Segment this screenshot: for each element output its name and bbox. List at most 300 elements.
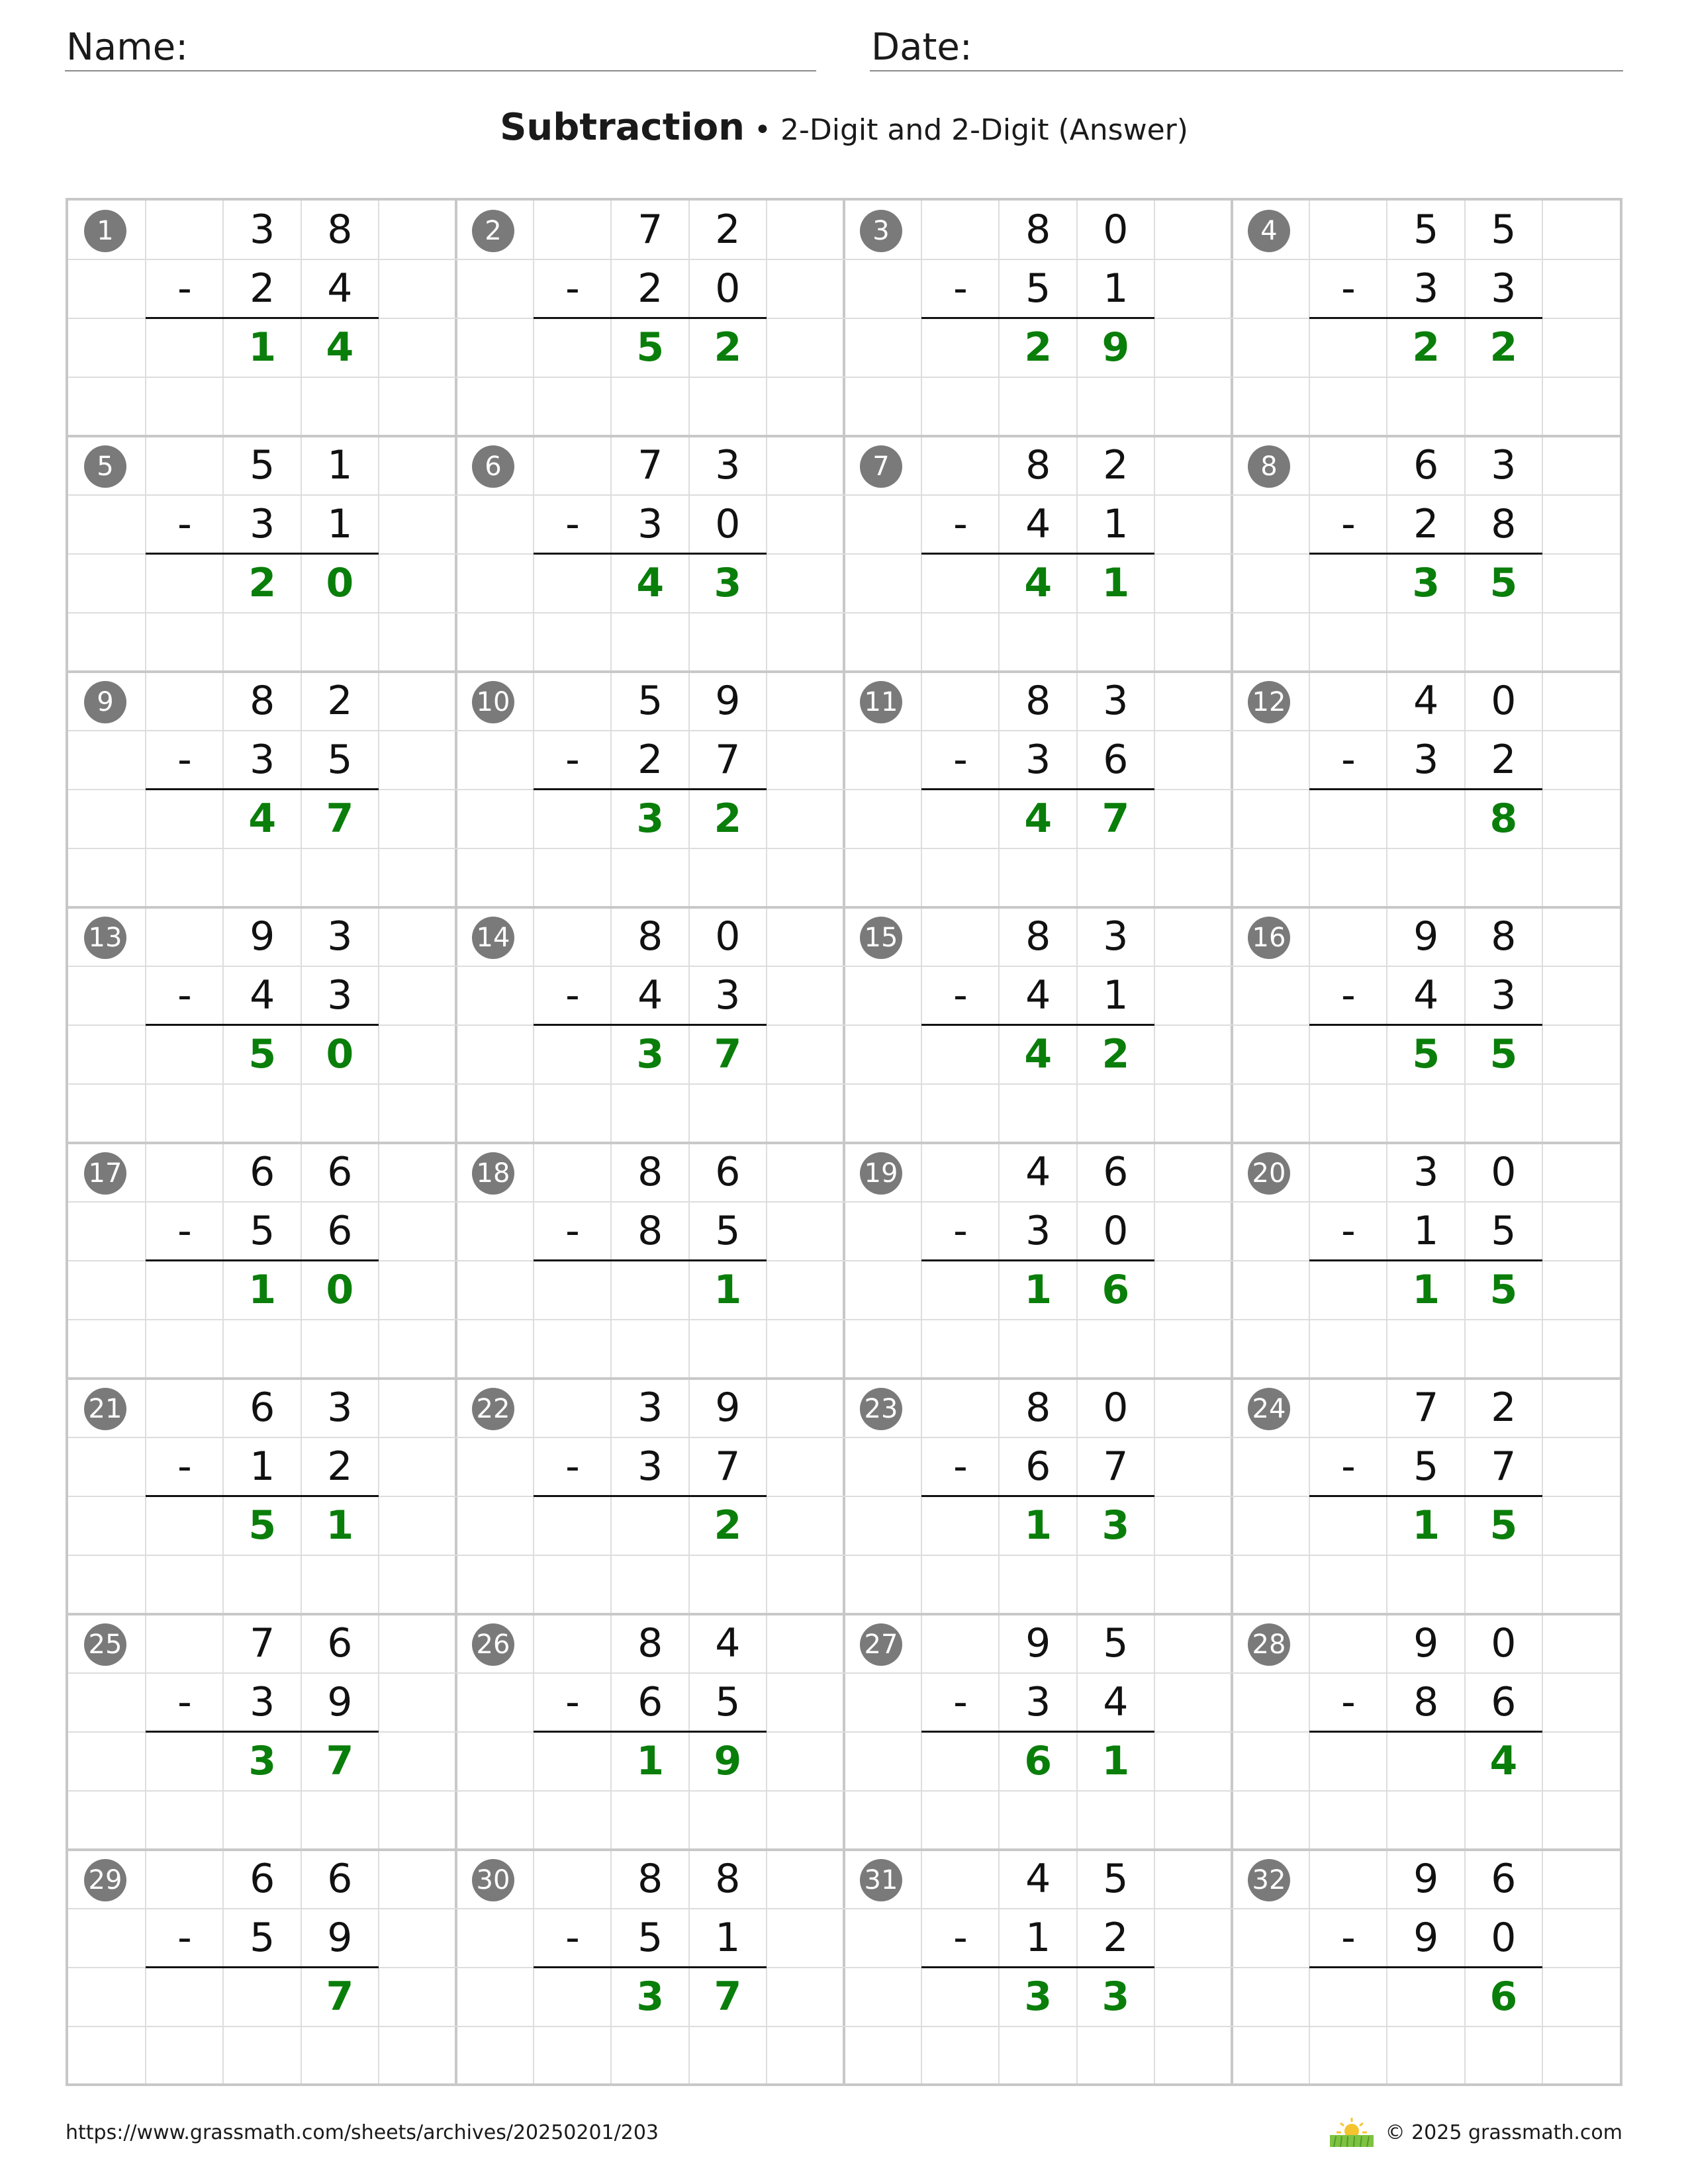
minus-sign: - bbox=[177, 972, 192, 1019]
subtrahend-tens-digit: 5 bbox=[637, 1915, 663, 1961]
minuend-tens-digit: 8 bbox=[1025, 206, 1051, 253]
minuend-tens-digit: 9 bbox=[1413, 913, 1439, 960]
answer-line bbox=[534, 1024, 767, 1026]
minuend-ones-digit: 4 bbox=[715, 1620, 741, 1666]
subtrahend-ones-digit: 8 bbox=[1491, 501, 1517, 547]
minuend-ones-digit: 6 bbox=[715, 1149, 741, 1195]
answer-line bbox=[1309, 1259, 1542, 1261]
problem-number-badge: 4 bbox=[1248, 210, 1290, 252]
problem-25 bbox=[68, 1614, 456, 1850]
title-main: Subtraction bbox=[500, 106, 745, 149]
answer-tens-digit: 3 bbox=[636, 1031, 665, 1077]
subtrahend-tens-digit: 1 bbox=[250, 1443, 275, 1490]
answer-line bbox=[146, 317, 379, 319]
subtrahend-ones-digit: 6 bbox=[327, 1208, 353, 1254]
problem-27 bbox=[844, 1614, 1232, 1850]
minuend-ones-digit: 8 bbox=[1491, 913, 1517, 960]
answer-ones-digit: 2 bbox=[714, 1502, 742, 1549]
answer-tens-digit: 3 bbox=[1412, 560, 1440, 606]
problem-number-badge: 16 bbox=[1248, 917, 1290, 959]
minus-sign: - bbox=[177, 1915, 192, 1961]
answer-line bbox=[921, 317, 1154, 319]
problem-2 bbox=[456, 201, 844, 436]
subtrahend-ones-digit: 7 bbox=[715, 737, 741, 783]
subtrahend-ones-digit: 0 bbox=[715, 265, 741, 312]
problem-5 bbox=[68, 436, 456, 672]
subtrahend-tens-digit: 3 bbox=[1025, 1679, 1051, 1725]
subtrahend-tens-digit: 4 bbox=[637, 972, 663, 1019]
answer-line bbox=[1309, 1966, 1542, 1968]
date-label: Date: bbox=[871, 26, 972, 69]
minuend-ones-digit: 0 bbox=[715, 913, 741, 960]
minuend-ones-digit: 2 bbox=[1103, 442, 1129, 488]
problem-number-badge: 17 bbox=[84, 1152, 126, 1195]
problem-number-badge: 30 bbox=[472, 1859, 514, 1901]
subtrahend-ones-digit: 1 bbox=[715, 1915, 741, 1961]
minuend-ones-digit: 2 bbox=[715, 206, 741, 253]
minuend-ones-digit: 3 bbox=[327, 1385, 353, 1431]
subtrahend-tens-digit: 3 bbox=[637, 1443, 663, 1490]
answer-line bbox=[1309, 1495, 1542, 1497]
answer-line bbox=[1309, 1731, 1542, 1733]
minuend-tens-digit: 4 bbox=[1413, 678, 1439, 724]
minuend-ones-digit: 6 bbox=[1103, 1149, 1129, 1195]
problem-31 bbox=[844, 1850, 1232, 2085]
answer-tens-digit: 3 bbox=[248, 1738, 277, 1784]
problem-number-badge: 20 bbox=[1248, 1152, 1290, 1195]
worksheet-title bbox=[0, 106, 1688, 149]
problem-number-badge: 8 bbox=[1248, 445, 1290, 488]
minus-sign: - bbox=[1341, 1208, 1356, 1254]
minuend-ones-digit: 1 bbox=[327, 442, 353, 488]
problem-3 bbox=[844, 201, 1232, 436]
answer-tens-digit bbox=[223, 1968, 301, 2026]
answer-line bbox=[1309, 1024, 1542, 1026]
minus-sign: - bbox=[565, 1443, 580, 1490]
answer-ones-digit: 2 bbox=[1102, 1031, 1130, 1077]
answer-line bbox=[921, 1024, 1154, 1026]
problem-29 bbox=[68, 1850, 456, 2085]
minuend-ones-digit: 5 bbox=[1491, 206, 1517, 253]
answer-line bbox=[1309, 553, 1542, 555]
minuend-ones-digit: 9 bbox=[715, 678, 741, 724]
minuend-tens-digit: 9 bbox=[250, 913, 275, 960]
answer-ones-digit: 5 bbox=[1489, 560, 1518, 606]
minus-sign: - bbox=[1341, 1915, 1356, 1961]
minuend-tens-digit: 8 bbox=[1025, 913, 1051, 960]
answer-ones-digit: 7 bbox=[1102, 796, 1130, 842]
minuend-tens-digit: 3 bbox=[1413, 1149, 1439, 1195]
subtrahend-ones-digit: 0 bbox=[1103, 1208, 1129, 1254]
subtrahend-tens-digit: 4 bbox=[1025, 501, 1051, 547]
answer-tens-digit: 3 bbox=[636, 1974, 665, 2020]
answer-line bbox=[534, 788, 767, 790]
subtrahend-ones-digit: 4 bbox=[327, 265, 353, 312]
answer-line bbox=[146, 788, 379, 790]
answer-tens-digit: 1 bbox=[1024, 1267, 1053, 1313]
subtrahend-ones-digit: 7 bbox=[1491, 1443, 1517, 1490]
answer-ones-digit: 3 bbox=[714, 560, 742, 606]
minus-sign: - bbox=[177, 1679, 192, 1725]
answer-tens-digit bbox=[611, 1261, 689, 1320]
minus-sign: - bbox=[953, 1443, 968, 1490]
answer-line bbox=[921, 1495, 1154, 1497]
subtrahend-ones-digit: 9 bbox=[327, 1915, 353, 1961]
minus-sign: - bbox=[177, 501, 192, 547]
subtrahend-tens-digit: 4 bbox=[250, 972, 275, 1019]
minuend-ones-digit: 0 bbox=[1491, 678, 1517, 724]
problem-4 bbox=[1232, 201, 1620, 436]
subtrahend-tens-digit: 3 bbox=[1413, 265, 1439, 312]
problem-18 bbox=[456, 1143, 844, 1379]
problem-number-badge: 7 bbox=[860, 445, 902, 488]
minus-sign: - bbox=[953, 972, 968, 1019]
problem-number-badge: 18 bbox=[472, 1152, 514, 1195]
problem-number-badge: 24 bbox=[1248, 1388, 1290, 1430]
problem-21 bbox=[68, 1379, 456, 1614]
subtrahend-ones-digit: 2 bbox=[1103, 1915, 1129, 1961]
problem-22 bbox=[456, 1379, 844, 1614]
minuend-ones-digit: 0 bbox=[1103, 206, 1129, 253]
minuend-tens-digit: 8 bbox=[1025, 442, 1051, 488]
subtrahend-tens-digit: 2 bbox=[637, 737, 663, 783]
problem-number-badge: 13 bbox=[84, 917, 126, 959]
answer-line bbox=[534, 1966, 767, 1968]
subtrahend-ones-digit: 6 bbox=[1103, 737, 1129, 783]
subtrahend-ones-digit: 0 bbox=[1491, 1915, 1517, 1961]
answer-line bbox=[534, 1495, 767, 1497]
answer-ones-digit: 4 bbox=[326, 324, 354, 371]
footer-copyright: © 2025 grassmath.com bbox=[1385, 2121, 1622, 2144]
answer-line bbox=[921, 553, 1154, 555]
subtrahend-tens-digit: 3 bbox=[250, 501, 275, 547]
minuend-ones-digit: 6 bbox=[1491, 1856, 1517, 1902]
minuend-tens-digit: 8 bbox=[250, 678, 275, 724]
minuend-ones-digit: 0 bbox=[1103, 1385, 1129, 1431]
problem-number-badge: 9 bbox=[84, 681, 126, 723]
minus-sign: - bbox=[565, 1208, 580, 1254]
subtrahend-tens-digit: 8 bbox=[1413, 1679, 1439, 1725]
minuend-tens-digit: 3 bbox=[250, 206, 275, 253]
answer-ones-digit: 6 bbox=[1489, 1974, 1518, 2020]
minuend-tens-digit: 3 bbox=[637, 1385, 663, 1431]
problem-number-badge: 12 bbox=[1248, 681, 1290, 723]
minuend-tens-digit: 8 bbox=[637, 1620, 663, 1666]
answer-tens-digit: 5 bbox=[636, 324, 665, 371]
answer-tens-digit: 2 bbox=[248, 560, 277, 606]
answer-tens-digit: 2 bbox=[1412, 324, 1440, 371]
answer-ones-digit: 0 bbox=[326, 1267, 354, 1313]
minuend-tens-digit: 8 bbox=[637, 913, 663, 960]
answer-tens-digit: 3 bbox=[1024, 1974, 1053, 2020]
subtrahend-tens-digit: 2 bbox=[637, 265, 663, 312]
minus-sign: - bbox=[565, 972, 580, 1019]
subtrahend-ones-digit: 0 bbox=[715, 501, 741, 547]
problem-number-badge: 11 bbox=[860, 681, 902, 723]
answer-tens-digit: 5 bbox=[248, 1031, 277, 1077]
minuend-ones-digit: 0 bbox=[1491, 1620, 1517, 1666]
problem-23 bbox=[844, 1379, 1232, 1614]
name-field bbox=[65, 23, 816, 71]
problem-9 bbox=[68, 672, 456, 907]
answer-tens-digit: 1 bbox=[248, 1267, 277, 1313]
minuend-ones-digit: 8 bbox=[715, 1856, 741, 1902]
problem-number-badge: 10 bbox=[472, 681, 514, 723]
answer-line bbox=[534, 1259, 767, 1261]
subtrahend-tens-digit: 3 bbox=[637, 501, 663, 547]
problem-number-badge: 19 bbox=[860, 1152, 902, 1195]
answer-tens-digit: 2 bbox=[1024, 324, 1053, 371]
answer-tens-digit: 1 bbox=[1412, 1267, 1440, 1313]
answer-ones-digit: 9 bbox=[1102, 324, 1130, 371]
answer-line bbox=[146, 553, 379, 555]
subtrahend-tens-digit: 3 bbox=[1413, 737, 1439, 783]
problem-number-badge: 26 bbox=[472, 1623, 514, 1666]
minuend-tens-digit: 7 bbox=[637, 442, 663, 488]
minuend-tens-digit: 5 bbox=[1413, 206, 1439, 253]
subtrahend-ones-digit: 5 bbox=[327, 737, 353, 783]
subtrahend-ones-digit: 7 bbox=[715, 1443, 741, 1490]
subtrahend-ones-digit: 5 bbox=[715, 1208, 741, 1254]
answer-tens-digit bbox=[1387, 1732, 1465, 1791]
answer-tens-digit bbox=[1387, 790, 1465, 848]
subtrahend-tens-digit: 3 bbox=[250, 737, 275, 783]
problem-15 bbox=[844, 907, 1232, 1143]
minuend-tens-digit: 9 bbox=[1413, 1620, 1439, 1666]
answer-line bbox=[1309, 317, 1542, 319]
answer-ones-digit: 1 bbox=[1102, 560, 1130, 606]
answer-line bbox=[146, 1966, 379, 1968]
minus-sign: - bbox=[1341, 1443, 1356, 1490]
subtrahend-tens-digit: 5 bbox=[250, 1208, 275, 1254]
problem-number-badge: 28 bbox=[1248, 1623, 1290, 1666]
subtrahend-ones-digit: 5 bbox=[1491, 1208, 1517, 1254]
answer-ones-digit: 7 bbox=[714, 1031, 742, 1077]
answer-ones-digit: 3 bbox=[1102, 1502, 1130, 1549]
problem-24 bbox=[1232, 1379, 1620, 1614]
minuend-tens-digit: 6 bbox=[250, 1385, 275, 1431]
name-label: Name: bbox=[66, 26, 189, 69]
subtrahend-tens-digit: 4 bbox=[1413, 972, 1439, 1019]
subtrahend-tens-digit: 1 bbox=[1025, 1915, 1051, 1961]
minus-sign: - bbox=[953, 737, 968, 783]
subtrahend-tens-digit: 1 bbox=[1413, 1208, 1439, 1254]
minuend-tens-digit: 7 bbox=[1413, 1385, 1439, 1431]
answer-tens-digit: 3 bbox=[636, 796, 665, 842]
problem-number-badge: 27 bbox=[860, 1623, 902, 1666]
minuend-ones-digit: 6 bbox=[327, 1149, 353, 1195]
answer-ones-digit: 5 bbox=[1489, 1267, 1518, 1313]
minuend-tens-digit: 7 bbox=[250, 1620, 275, 1666]
minus-sign: - bbox=[953, 501, 968, 547]
subtrahend-tens-digit: 9 bbox=[1413, 1915, 1439, 1961]
problem-number-badge: 32 bbox=[1248, 1859, 1290, 1901]
subtrahend-tens-digit: 6 bbox=[637, 1679, 663, 1725]
date-field bbox=[870, 23, 1623, 71]
title-bullet: • bbox=[754, 113, 771, 147]
problem-grid bbox=[66, 198, 1622, 2086]
minus-sign: - bbox=[1341, 265, 1356, 312]
answer-ones-digit: 7 bbox=[326, 1974, 354, 2020]
problem-number-badge: 31 bbox=[860, 1859, 902, 1901]
minuend-ones-digit: 3 bbox=[327, 913, 353, 960]
answer-ones-digit: 5 bbox=[1489, 1031, 1518, 1077]
subtrahend-tens-digit: 5 bbox=[1413, 1443, 1439, 1490]
subtrahend-ones-digit: 1 bbox=[1103, 501, 1129, 547]
answer-line bbox=[146, 1024, 379, 1026]
minuend-ones-digit: 3 bbox=[715, 442, 741, 488]
problem-number-badge: 21 bbox=[84, 1388, 126, 1430]
minus-sign: - bbox=[177, 737, 192, 783]
answer-line bbox=[921, 1966, 1154, 1968]
minuend-tens-digit: 5 bbox=[637, 678, 663, 724]
subtrahend-tens-digit: 3 bbox=[1025, 1208, 1051, 1254]
problem-number-badge: 25 bbox=[84, 1623, 126, 1666]
answer-tens-digit: 1 bbox=[248, 324, 277, 371]
subtrahend-tens-digit: 2 bbox=[1413, 501, 1439, 547]
answer-tens-digit bbox=[1387, 1968, 1465, 2026]
answer-line bbox=[534, 317, 767, 319]
problem-14 bbox=[456, 907, 844, 1143]
answer-tens-digit bbox=[611, 1496, 689, 1555]
minus-sign: - bbox=[177, 265, 192, 312]
minus-sign: - bbox=[177, 1208, 192, 1254]
minuend-tens-digit: 7 bbox=[637, 206, 663, 253]
answer-ones-digit: 7 bbox=[714, 1974, 742, 2020]
problem-number-badge: 23 bbox=[860, 1388, 902, 1430]
minuend-tens-digit: 8 bbox=[1025, 1385, 1051, 1431]
subtrahend-ones-digit: 5 bbox=[715, 1679, 741, 1725]
answer-line bbox=[921, 1731, 1154, 1733]
problem-11 bbox=[844, 672, 1232, 907]
problem-7 bbox=[844, 436, 1232, 672]
minuend-ones-digit: 3 bbox=[1103, 913, 1129, 960]
minuend-tens-digit: 4 bbox=[1025, 1149, 1051, 1195]
answer-ones-digit: 8 bbox=[1489, 796, 1518, 842]
problem-20 bbox=[1232, 1143, 1620, 1379]
answer-tens-digit: 4 bbox=[636, 560, 665, 606]
answer-tens-digit: 4 bbox=[1024, 796, 1053, 842]
subtrahend-ones-digit: 3 bbox=[1491, 265, 1517, 312]
subtrahend-tens-digit: 2 bbox=[250, 265, 275, 312]
subtrahend-ones-digit: 3 bbox=[1491, 972, 1517, 1019]
answer-ones-digit: 3 bbox=[1102, 1974, 1130, 2020]
minuend-ones-digit: 3 bbox=[1491, 442, 1517, 488]
minus-sign: - bbox=[565, 1679, 580, 1725]
minuend-ones-digit: 6 bbox=[327, 1620, 353, 1666]
answer-line bbox=[1309, 788, 1542, 790]
minus-sign: - bbox=[1341, 1679, 1356, 1725]
minuend-ones-digit: 5 bbox=[1103, 1620, 1129, 1666]
answer-ones-digit: 1 bbox=[714, 1267, 742, 1313]
subtrahend-tens-digit: 3 bbox=[1025, 737, 1051, 783]
answer-ones-digit: 2 bbox=[714, 796, 742, 842]
answer-ones-digit: 4 bbox=[1489, 1738, 1518, 1784]
answer-tens-digit: 4 bbox=[248, 796, 277, 842]
subtrahend-tens-digit: 3 bbox=[250, 1679, 275, 1725]
minuend-tens-digit: 8 bbox=[1025, 678, 1051, 724]
problem-17 bbox=[68, 1143, 456, 1379]
answer-line bbox=[921, 1259, 1154, 1261]
problem-30 bbox=[456, 1850, 844, 2085]
subtrahend-ones-digit: 4 bbox=[1103, 1679, 1129, 1725]
answer-ones-digit: 1 bbox=[326, 1502, 354, 1549]
answer-ones-digit: 0 bbox=[326, 560, 354, 606]
problem-19 bbox=[844, 1143, 1232, 1379]
answer-tens-digit: 1 bbox=[1412, 1502, 1440, 1549]
answer-line bbox=[146, 1495, 379, 1497]
minus-sign: - bbox=[1341, 972, 1356, 1019]
minuend-ones-digit: 2 bbox=[1491, 1385, 1517, 1431]
problem-number-badge: 2 bbox=[472, 210, 514, 252]
problem-8 bbox=[1232, 436, 1620, 672]
subtrahend-ones-digit: 3 bbox=[715, 972, 741, 1019]
problem-1 bbox=[68, 201, 456, 436]
minus-sign: - bbox=[565, 265, 580, 312]
subtrahend-ones-digit: 1 bbox=[1103, 972, 1129, 1019]
minuend-tens-digit: 8 bbox=[637, 1149, 663, 1195]
answer-line bbox=[146, 1731, 379, 1733]
minuend-ones-digit: 6 bbox=[327, 1856, 353, 1902]
subtrahend-ones-digit: 2 bbox=[1491, 737, 1517, 783]
answer-line bbox=[146, 1259, 379, 1261]
answer-ones-digit: 0 bbox=[326, 1031, 354, 1077]
minus-sign: - bbox=[953, 265, 968, 312]
subtrahend-ones-digit: 6 bbox=[1491, 1679, 1517, 1725]
minuend-tens-digit: 9 bbox=[1025, 1620, 1051, 1666]
minuend-ones-digit: 9 bbox=[715, 1385, 741, 1431]
minuend-tens-digit: 9 bbox=[1413, 1856, 1439, 1902]
minus-sign: - bbox=[565, 501, 580, 547]
problem-6 bbox=[456, 436, 844, 672]
answer-ones-digit: 2 bbox=[714, 324, 742, 371]
sun-grass-logo-icon bbox=[1327, 2115, 1376, 2151]
minuend-tens-digit: 5 bbox=[250, 442, 275, 488]
title-subtitle: 2-Digit and 2-Digit (Answer) bbox=[780, 113, 1188, 147]
minuend-ones-digit: 2 bbox=[327, 678, 353, 724]
subtrahend-ones-digit: 1 bbox=[327, 501, 353, 547]
minuend-tens-digit: 6 bbox=[1413, 442, 1439, 488]
answer-tens-digit: 1 bbox=[636, 1738, 665, 1784]
minuend-ones-digit: 3 bbox=[1103, 678, 1129, 724]
minus-sign: - bbox=[1341, 501, 1356, 547]
problem-number-badge: 1 bbox=[84, 210, 126, 252]
subtrahend-ones-digit: 2 bbox=[327, 1443, 353, 1490]
minus-sign: - bbox=[565, 737, 580, 783]
answer-ones-digit: 7 bbox=[326, 1738, 354, 1784]
subtrahend-tens-digit: 4 bbox=[1025, 972, 1051, 1019]
answer-tens-digit: 5 bbox=[248, 1502, 277, 1549]
answer-ones-digit: 7 bbox=[326, 796, 354, 842]
minuend-ones-digit: 8 bbox=[327, 206, 353, 253]
minuend-tens-digit: 4 bbox=[1025, 1856, 1051, 1902]
problem-number-badge: 5 bbox=[84, 445, 126, 488]
subtrahend-ones-digit: 7 bbox=[1103, 1443, 1129, 1490]
answer-ones-digit: 9 bbox=[714, 1738, 742, 1784]
subtrahend-tens-digit: 8 bbox=[637, 1208, 663, 1254]
minus-sign: - bbox=[953, 1679, 968, 1725]
answer-ones-digit: 5 bbox=[1489, 1502, 1518, 1549]
subtrahend-tens-digit: 5 bbox=[1025, 265, 1051, 312]
problem-12 bbox=[1232, 672, 1620, 907]
answer-tens-digit: 4 bbox=[1024, 1031, 1053, 1077]
subtrahend-ones-digit: 3 bbox=[327, 972, 353, 1019]
answer-ones-digit: 1 bbox=[1102, 1738, 1130, 1784]
subtrahend-ones-digit: 1 bbox=[1103, 265, 1129, 312]
problem-number-badge: 6 bbox=[472, 445, 514, 488]
problem-number-badge: 29 bbox=[84, 1859, 126, 1901]
problem-32 bbox=[1232, 1850, 1620, 2085]
